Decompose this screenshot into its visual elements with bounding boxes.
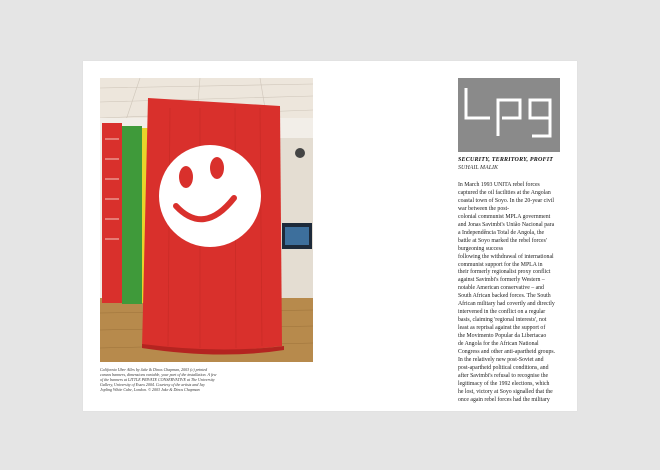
photo-caption: [100, 367, 315, 392]
smiley-right-eye: [210, 157, 224, 179]
article-headline: SECURITY, TERRITORY, PROFIT: [458, 157, 554, 163]
body-line: after Savimbi's refusal to recognise the: [458, 372, 549, 379]
body-line: war between the post-: [458, 205, 510, 212]
body-line: following the withdrawal of international: [458, 253, 554, 260]
magazine-spread: [83, 61, 577, 411]
caption-line: California Uber Alles by Jake & Dinos Chapman, 2003 (c) printed: [100, 367, 208, 372]
body-line: least as reprisal against the support of: [458, 325, 546, 332]
body-line: notable American conservative – and: [458, 285, 544, 292]
smiley-left-eye: [179, 166, 193, 188]
body-line: and Jonas Savimbi's União Nacional para: [458, 221, 555, 228]
body-line: battle at Soyo marked the rebel forces': [458, 237, 547, 244]
body-line: against Savimbi's formerly Western –: [458, 277, 545, 284]
body-line: intervened in the conflict on a regular: [458, 309, 546, 316]
body-line: post-apartheid political conditions, and: [458, 364, 549, 371]
caption-line: of the banners at LITTLE PRIVATE CONSERVATIVE at The University: [100, 377, 215, 382]
body-line: their formerly regionalist proxy conflict: [458, 269, 551, 276]
body-line: he lost, victory at Soyo signalled that the: [458, 388, 553, 395]
body-line: a Independência Total de Angola, the: [458, 229, 545, 236]
body-line: burgeoning success: [458, 245, 504, 252]
body-line: basis, claiming 'regional interests', not: [458, 317, 547, 324]
caption-line: Gallery, University of Essex 2004. Courtesy of the artists and Jay: [100, 382, 205, 387]
lpg-logo: [458, 78, 560, 152]
body-line: de Angola for the African National: [458, 341, 539, 348]
body-line: In the relatively new post-Soviet and: [458, 356, 544, 363]
green-stripe-banner: [122, 126, 142, 304]
smiley-face: [159, 145, 261, 247]
caption-line: canvas banners, dimensions variable, your part of the installation. A few: [100, 372, 217, 377]
spotlight: [295, 148, 305, 158]
body-line: In March 1993 UNITA rebel forces: [458, 182, 540, 188]
caption-line: Jopling White Cube, London. © 2003 Jake & Dinos Chapman: [100, 387, 200, 392]
body-line: colonial communist MPLA government: [458, 213, 551, 220]
body-line: once again rebel forces had the military: [458, 396, 550, 403]
article-author: SUHAIL MALIK: [458, 165, 499, 171]
body-line: legitimacy of the 1992 elections, which: [458, 380, 550, 387]
body-line: communist support for the MPLA in: [458, 261, 543, 268]
body-line: coastal town of Soyo. In the 20-year civil: [458, 197, 554, 204]
article-body: [458, 182, 568, 405]
body-line: African military had covertly and directly: [458, 301, 555, 308]
body-line: captured the oil facilities at the Angolan: [458, 189, 551, 196]
red-stripe-banner: [102, 123, 122, 303]
body-line: the Movimento Popular da Libertacao: [458, 333, 547, 340]
body-line: South African backed forces. The South: [458, 293, 551, 300]
installation-photo: [100, 78, 313, 362]
body-line: Congress and other anti-apartheid groups.: [458, 349, 556, 356]
